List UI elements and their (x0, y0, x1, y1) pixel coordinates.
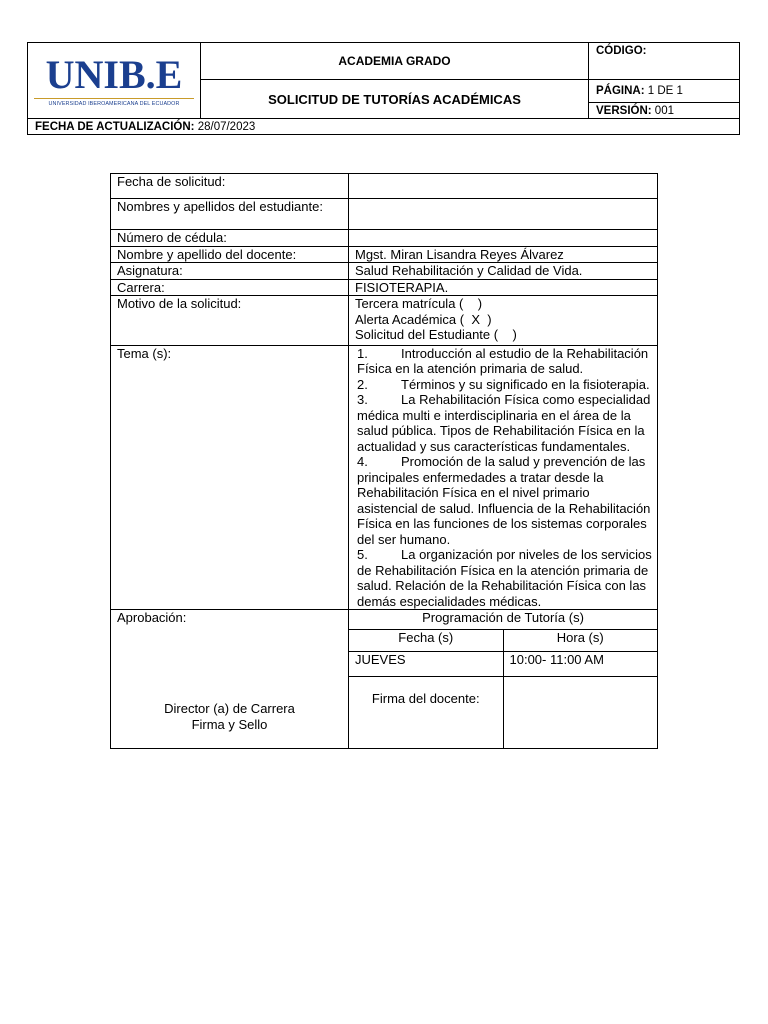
motivo-option-alerta-academica[interactable]: Alerta Académica ( X ) (355, 311, 492, 327)
firma-docente-field[interactable] (503, 676, 657, 748)
motivo-label: Motivo de la solicitud: (111, 296, 349, 346)
nombres-label: Nombres y apellidos del estudiante: (111, 199, 349, 230)
version-field (589, 103, 740, 119)
tema-item (357, 377, 653, 393)
tema-number: 4. (357, 454, 368, 469)
pagina-label: PÁGINA: (596, 85, 645, 97)
tema-text: Términos y su significado en la fisioterapia. (401, 376, 650, 392)
tema-number: 5. (357, 547, 368, 562)
tema-item (357, 547, 653, 609)
header-title: ACADEMIA GRADO (201, 43, 589, 80)
fecha-value: JUEVES (349, 651, 503, 676)
fecha-solicitud-field[interactable] (349, 174, 658, 199)
pagina-value: 1 DE 1 (647, 85, 683, 97)
carrera-value: FISIOTERAPIA. (349, 279, 658, 296)
carrera-label: Carrera: (111, 279, 349, 296)
director-signature (111, 701, 348, 732)
docente-label: Nombre y apellido del docente: (111, 246, 349, 263)
programacion-table (349, 610, 657, 748)
cedula-field[interactable] (349, 230, 658, 247)
document-title: SOLICITUD DE TUTORÍAS ACADÉMICAS (201, 80, 589, 119)
temas-list (349, 345, 658, 610)
pagina-field (589, 80, 740, 103)
codigo-label: CÓDIGO: (589, 43, 740, 80)
logo (28, 43, 201, 119)
asignatura-value: Salud Rehabilitación y Calidad de Vida. (349, 263, 658, 280)
tema-item (357, 454, 653, 547)
cedula-label: Número de cédula: (111, 230, 349, 247)
firma-docente-label: Firma del docente: (349, 676, 503, 748)
programacion-cell (349, 610, 658, 749)
tema-number: 1. (357, 345, 368, 361)
hora-value: 10:00- 11:00 AM (503, 651, 657, 676)
tema-label: Tema (s): (111, 345, 349, 610)
fecha-actualizacion-field (28, 119, 740, 135)
tema-item (357, 346, 653, 377)
firma-sello-line: Firma y Sello (191, 716, 268, 732)
document-header (27, 42, 740, 135)
director-line: Director (a) de Carrera (164, 701, 295, 716)
fecha-solicitud-label: Fecha de solicitud: (111, 174, 349, 199)
tema-number: 2. (357, 376, 368, 392)
tema-text: Introducción al estudio de la Rehabilitación Física en la atención primaria de salud. (357, 345, 649, 376)
motivo-options (349, 296, 658, 346)
tema-text: La Rehabilitación Física como especialidad médica multi e interdisciplinaria en el área de la salud pública. Tipos de Rehabilitación Física en la actualidad y sus características fundamentales. (357, 392, 651, 454)
tema-number: 3. (357, 392, 368, 407)
logo-subtitle: UNIVERSIDAD IBEROAMERICANA DEL ECUADOR (34, 98, 194, 107)
aprobacion-cell (111, 610, 349, 749)
version-value: 001 (654, 104, 674, 117)
fecha-column-header: Fecha (s) (349, 629, 503, 651)
aprobacion-label: Aprobación: (117, 610, 187, 625)
asignatura-label: Asignatura: (111, 263, 349, 280)
logo-text: UNIB.E (45, 52, 183, 97)
fecha-actualizacion-value: 28/07/2023 (197, 120, 256, 133)
fecha-actualizacion-label: FECHA DE ACTUALIZACIÓN: (35, 120, 195, 133)
nombres-field[interactable] (349, 199, 658, 230)
tema-text: Promoción de la salud y prevención de las principales enfermedades a tratar desde la Rehabilitación Física en el nivel primario asistencial de salud. Influencia de la Rehabilitación Física en las funciones de los sistemas corporales del ser humano. (357, 454, 651, 547)
version-label: VERSIÓN: (596, 104, 652, 117)
hora-column-header: Hora (s) (503, 629, 657, 651)
programacion-label: Programación de Tutoría (s) (349, 610, 657, 629)
tema-item (357, 392, 653, 454)
tema-text: La organización por niveles de los servicios de Rehabilitación Física en la atención primaria de salud. Relación de la Rehabilitación Física con las demás especialidades médicas. (357, 547, 652, 609)
docente-value: Mgst. Miran Lisandra Reyes Álvarez (349, 246, 658, 263)
motivo-option-solicitud-estudiante[interactable]: Solicitud del Estudiante ( ) (355, 327, 517, 342)
motivo-option-tercera-matricula[interactable]: Tercera matrícula ( ) (355, 296, 483, 311)
solicitud-form (110, 173, 658, 749)
